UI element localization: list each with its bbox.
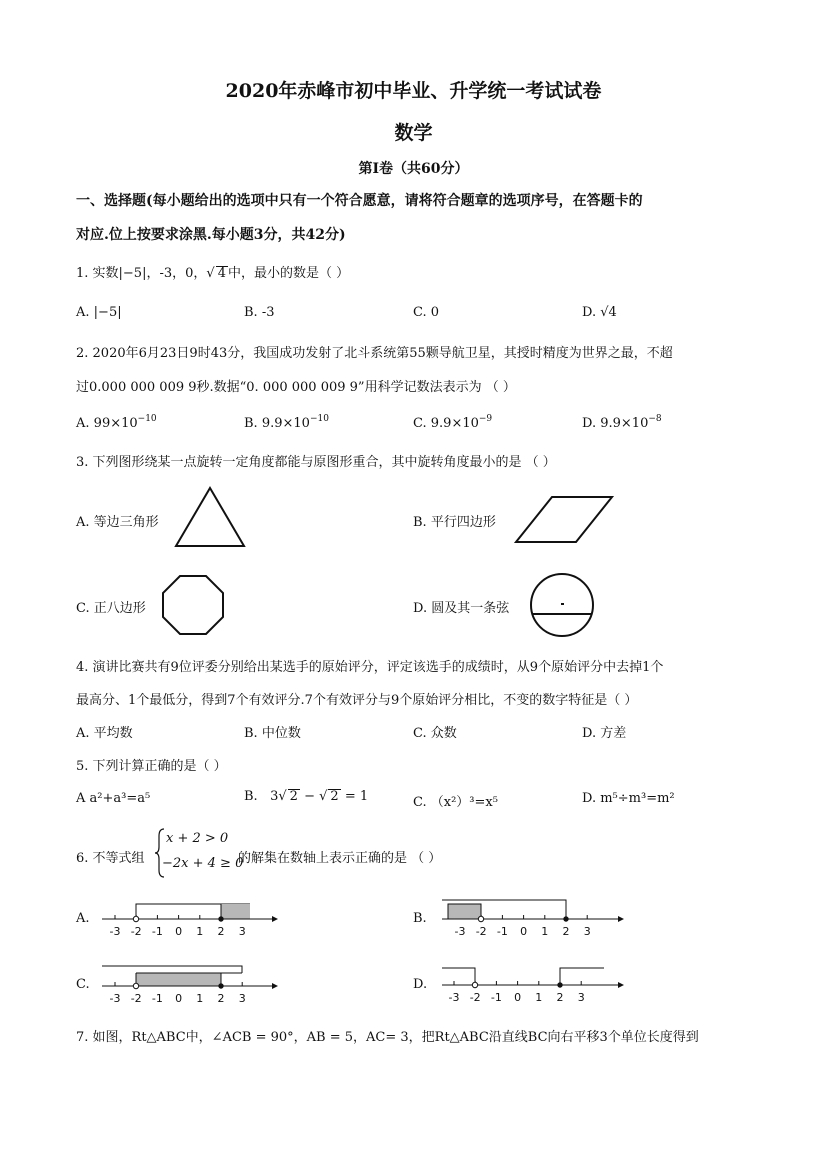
q4-option-c[interactable] [413,722,457,741]
tick-label: 2 [217,992,225,1005]
paper-title: 2020年赤峰市初中毕业、升学统一考试试卷 [225,80,602,102]
tick-label: -2 [130,925,142,938]
q3-option-c[interactable] [76,597,146,616]
q2-option-b[interactable] [244,414,329,431]
q6-option-d-label[interactable]: D. [413,977,428,992]
q3-option-b[interactable] [413,511,496,530]
tick-label: 0 [175,925,183,938]
option-base: 99×10 [93,416,138,431]
tick-label: -2 [469,991,481,1004]
tick-label: 0 [520,925,528,938]
q1-radicand: 4 [217,266,226,281]
subject-title: 数学 [394,122,433,144]
option-minus: − [299,789,320,804]
triangle-figure [172,486,248,550]
q4-stem-line1: 4. 演讲比赛共有9位评委分别给出某选手的原始评分，评定该选手的成绩时，从9个原始评分中去掉1个 [76,660,664,675]
option-text: -3 [261,305,275,320]
q1-option-c[interactable] [413,305,439,320]
tick-label: 2 [217,925,225,938]
option-text: 正八边形 [93,601,146,616]
option-exponent: −9 [478,414,493,424]
option-label: C. [413,795,427,810]
q2-stem-line1: 2. 2020年6月23日9时43分，我国成功发射了北斗系统第55颗导航卫星，其授时精度为世界之最，不超 [76,346,673,361]
q6-stem-pre: 6. 不等式组 [76,851,145,866]
q5-option-a[interactable] [76,791,150,806]
q2-option-a[interactable] [76,414,157,431]
q7-stem-line1: 7. 如图，Rt△ABC中，∠ACB = 90°，AB = 5，AC= 3，把Rt△ABC沿直线BC向右平移3个单位长度得到 [76,1030,699,1045]
q5-option-d[interactable] [582,791,675,806]
option-radicand: 2 [330,789,339,804]
option-text: 平行四边形 [430,515,496,530]
option-text: 中位数 [261,726,301,741]
q1-option-b[interactable] [244,305,275,320]
tick-label: 3 [238,992,246,1005]
circle-chord-figure [528,573,596,637]
sqrt-icon: √ [278,789,287,804]
q5-option-c[interactable] [413,791,498,810]
tick-label: 1 [196,992,204,1005]
tick-label: 1 [196,925,204,938]
number-line-b [440,898,626,944]
option-label: D. [582,726,597,741]
number-line-c [100,964,280,1010]
option-exponent: −10 [309,414,329,424]
q4-option-a[interactable] [76,722,133,741]
tick-label: -2 [130,992,142,1005]
q3-option-a[interactable] [76,511,159,530]
tick-label: 3 [583,925,591,938]
option-label: B. [244,789,258,804]
option-radicand: 2 [289,789,298,804]
q6-system-line1: x + 2 > 0 [166,831,229,846]
option-text: （x²）³=x⁵ [430,795,498,810]
tick-label: 0 [175,992,183,1005]
option-result: = 1 [340,789,369,804]
option-exponent: −8 [648,414,662,424]
option-text: |−5| [93,305,122,320]
q6-system-line2: −2x + 4 ≥ 0 [162,856,244,871]
number-line-d [440,964,626,1010]
tick-label: -1 [496,925,508,938]
volume-heading: 第Ⅰ卷（共60分） [358,161,469,177]
option-coefficient: 3 [270,789,279,804]
option-text: a²+a³=a⁵ [89,791,151,806]
q2-stem-line2: 过0.000 000 009 9秒.数据“0. 000 000 009 9”用科学记数法表示为 （ ） [76,380,516,395]
option-base: 9.9×10 [261,416,310,431]
tick-label: -3 [109,925,121,938]
parallelogram-figure [514,494,616,546]
q5-stem: 5. 下列计算正确的是（ ） [76,759,227,774]
q6-option-b-label[interactable]: B. [413,911,427,926]
q3-stem: 3. 下列图形绕某一点旋转一定角度都能与原图形重合，其中旋转角度最小的是 （ ） [76,455,556,470]
option-text: √4 [600,305,617,320]
tick-label: -1 [490,991,502,1004]
option-label: A. [76,515,90,530]
option-base: 9.9×10 [600,416,649,431]
q6-option-a-label[interactable]: A. [76,911,90,926]
sqrt-icon: √ [206,266,215,281]
option-label: C. [413,416,427,431]
option-text: 0 [430,305,440,320]
option-label: D. [582,416,597,431]
option-label: D. [582,305,597,320]
option-text: 方差 [600,726,627,741]
tick-label: 3 [238,925,246,938]
q4-option-b[interactable] [244,722,301,741]
q6-option-c-label[interactable]: C. [76,977,90,992]
option-label: A. [76,726,90,741]
option-label: D. [413,601,428,616]
q4-option-d[interactable] [582,722,626,741]
tick-label: 1 [541,925,549,938]
q2-option-d[interactable] [582,414,662,431]
option-label: B. [244,416,258,431]
sqrt-icon: √ [319,789,328,804]
option-label: A [76,791,86,806]
tick-label: -3 [109,992,121,1005]
tick-label: 0 [514,991,522,1004]
tick-label: -3 [454,925,466,938]
q5-option-b[interactable] [244,789,368,804]
section-heading-line1: 一、选择题(每小题给出的选项中只有一个符合愿意，请将符合题章的选项序号，在答题卡的 [76,193,643,209]
tick-label: 2 [562,925,570,938]
option-base: 9.9×10 [430,416,479,431]
option-text: 圆及其一条弦 [431,601,510,616]
q4-stem-line2: 最高分、1个最低分，得到7个有效评分.7个有效评分与9个原始评分相比，不变的数字特征是（ ） [76,693,638,708]
q6-stem-post: 的解集在数轴上表示正确的是 （ ） [238,851,442,866]
option-label: B. [244,305,258,320]
option-text: 平均数 [93,726,133,741]
option-label: C. [76,601,90,616]
option-label: A. [76,416,90,431]
q1-stem-pre: 1. 实数|−5|，-3，0， [76,266,207,281]
option-label: B. [413,515,427,530]
option-exponent: −10 [137,414,157,424]
tick-label: 1 [535,991,543,1004]
option-label: B. [244,726,258,741]
q1-stem-post: 中，最小的数是（ ） [227,266,350,281]
tick-label: -3 [448,991,460,1004]
option-label: C. [413,305,427,320]
option-text: 众数 [430,726,457,741]
tick-label: 3 [577,991,585,1004]
tick-label: -2 [475,925,487,938]
q1-option-d[interactable] [582,305,617,320]
option-text: 等边三角形 [93,515,159,530]
q1-stem [76,262,349,281]
tick-label: -1 [151,925,163,938]
section-heading-line2: 对应.位上按要求涂黑.每小题3分，共42分) [76,227,346,243]
number-line-a [100,898,280,944]
option-label: C. [413,726,427,741]
option-label: A. [76,305,90,320]
option-label: D. [582,791,597,806]
option-text: m⁵÷m³=m² [600,791,675,806]
tick-label: -1 [151,992,163,1005]
octagon-figure [160,574,226,636]
tick-label: 2 [556,991,564,1004]
q2-option-c[interactable] [413,414,492,431]
q3-option-d[interactable] [413,597,509,616]
q1-option-a[interactable] [76,305,122,320]
